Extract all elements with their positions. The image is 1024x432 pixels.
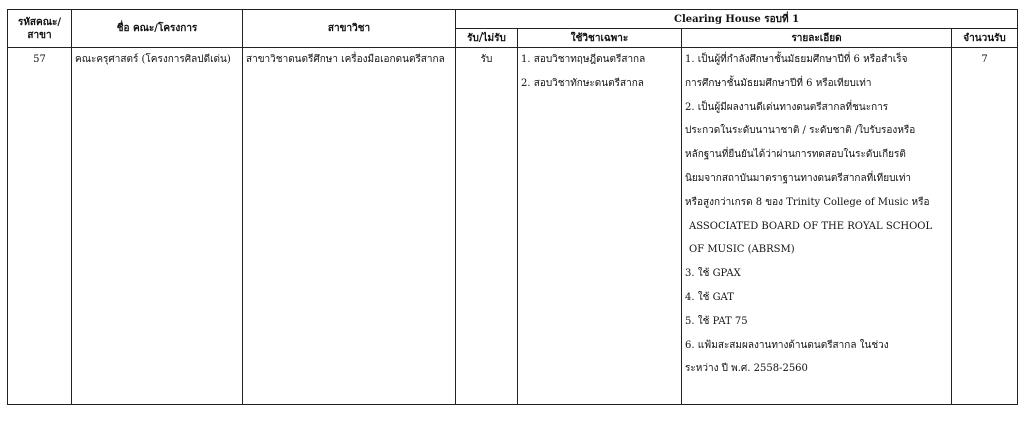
cell-specific-subjects bbox=[518, 48, 682, 405]
detail-line: หรือสูงกว่าเกรด 8 ของ Trinity College of Music หรือ bbox=[685, 196, 930, 208]
detail-line: 6. แฟ้มสะสมผลงานทางด้านดนตรีสากล ในช่วง bbox=[685, 339, 889, 351]
subject-item: 1. สอบวิชาทฤษฎีดนตรีสากล bbox=[521, 54, 646, 65]
detail-line: 1. เป็นผู้ที่กำลังศึกษาชั้นมัธยมศึกษาปีที่ 6 หรือสำเร็จ bbox=[685, 54, 908, 65]
admissions-table bbox=[7, 9, 1018, 405]
detail-line: OF MUSIC (ABRSM) bbox=[689, 244, 795, 256]
detail-line: 4. ใช้ GAT bbox=[685, 291, 734, 303]
cell-faculty-code: 57 bbox=[8, 48, 72, 405]
cell-accept: รับ bbox=[456, 48, 518, 405]
detail-line: หลักฐานที่ยืนยันได้ว่าผ่านการทดสอบในระดับเกียรติ bbox=[685, 149, 906, 161]
header-faculty-code-line1: รหัสคณะ/ bbox=[17, 16, 62, 28]
cell-major: สาขาวิชาดนตรีศึกษา เครื่องมือเอกดนตรีสากล bbox=[243, 48, 456, 405]
detail-line: การศึกษาชั้นมัธยมศึกษาปีที่ 6 หรือเทียบเท่า bbox=[685, 77, 872, 89]
header-accept: รับ/ไม่รับ bbox=[456, 29, 518, 48]
detail-line: ASSOCIATED BOARD OF THE ROYAL SCHOOL bbox=[689, 220, 933, 232]
header-specific-subjects: ใช้วิชาเฉพาะ bbox=[518, 29, 682, 48]
header-major: สาขาวิชา bbox=[243, 10, 456, 48]
detail-line: 5. ใช้ PAT 75 bbox=[685, 315, 748, 327]
table-row bbox=[8, 48, 1018, 405]
detail-line: 3. ใช้ GPAX bbox=[685, 268, 741, 280]
cell-details bbox=[682, 48, 952, 405]
header-clearing-house: Clearing House รอบที่ 1 bbox=[456, 10, 1018, 29]
header-details: รายละเอียด bbox=[682, 29, 952, 48]
detail-line: ประกวดในระดับนานาชาติ / ระดับชาติ /ใบรับรองหรือ bbox=[685, 125, 916, 137]
detail-line: นิยมจากสถาบันมาตราฐานทางดนตรีสากลที่เทียบเท่า bbox=[685, 172, 912, 184]
subject-item: 2. สอบวิชาทักษะดนตรีสากล bbox=[521, 77, 644, 89]
cell-faculty-name: คณะครุศาสตร์ (โครงการศิลปดีเด่น) bbox=[72, 48, 243, 405]
header-faculty-code-line2: สาขา bbox=[27, 29, 52, 41]
detail-line: 2. เป็นผู้มีผลงานดีเด่นทางดนตรีสากลที่ชนะการ bbox=[685, 101, 889, 113]
cell-admission-count: 7 bbox=[952, 48, 1018, 405]
detail-line: ระหว่าง ปี พ.ศ. 2558-2560 bbox=[685, 363, 808, 375]
header-faculty-code bbox=[8, 10, 72, 48]
header-faculty-name: ชื่อ คณะ/โครงการ bbox=[72, 10, 243, 48]
header-admission-count: จำนวนรับ bbox=[952, 29, 1018, 48]
